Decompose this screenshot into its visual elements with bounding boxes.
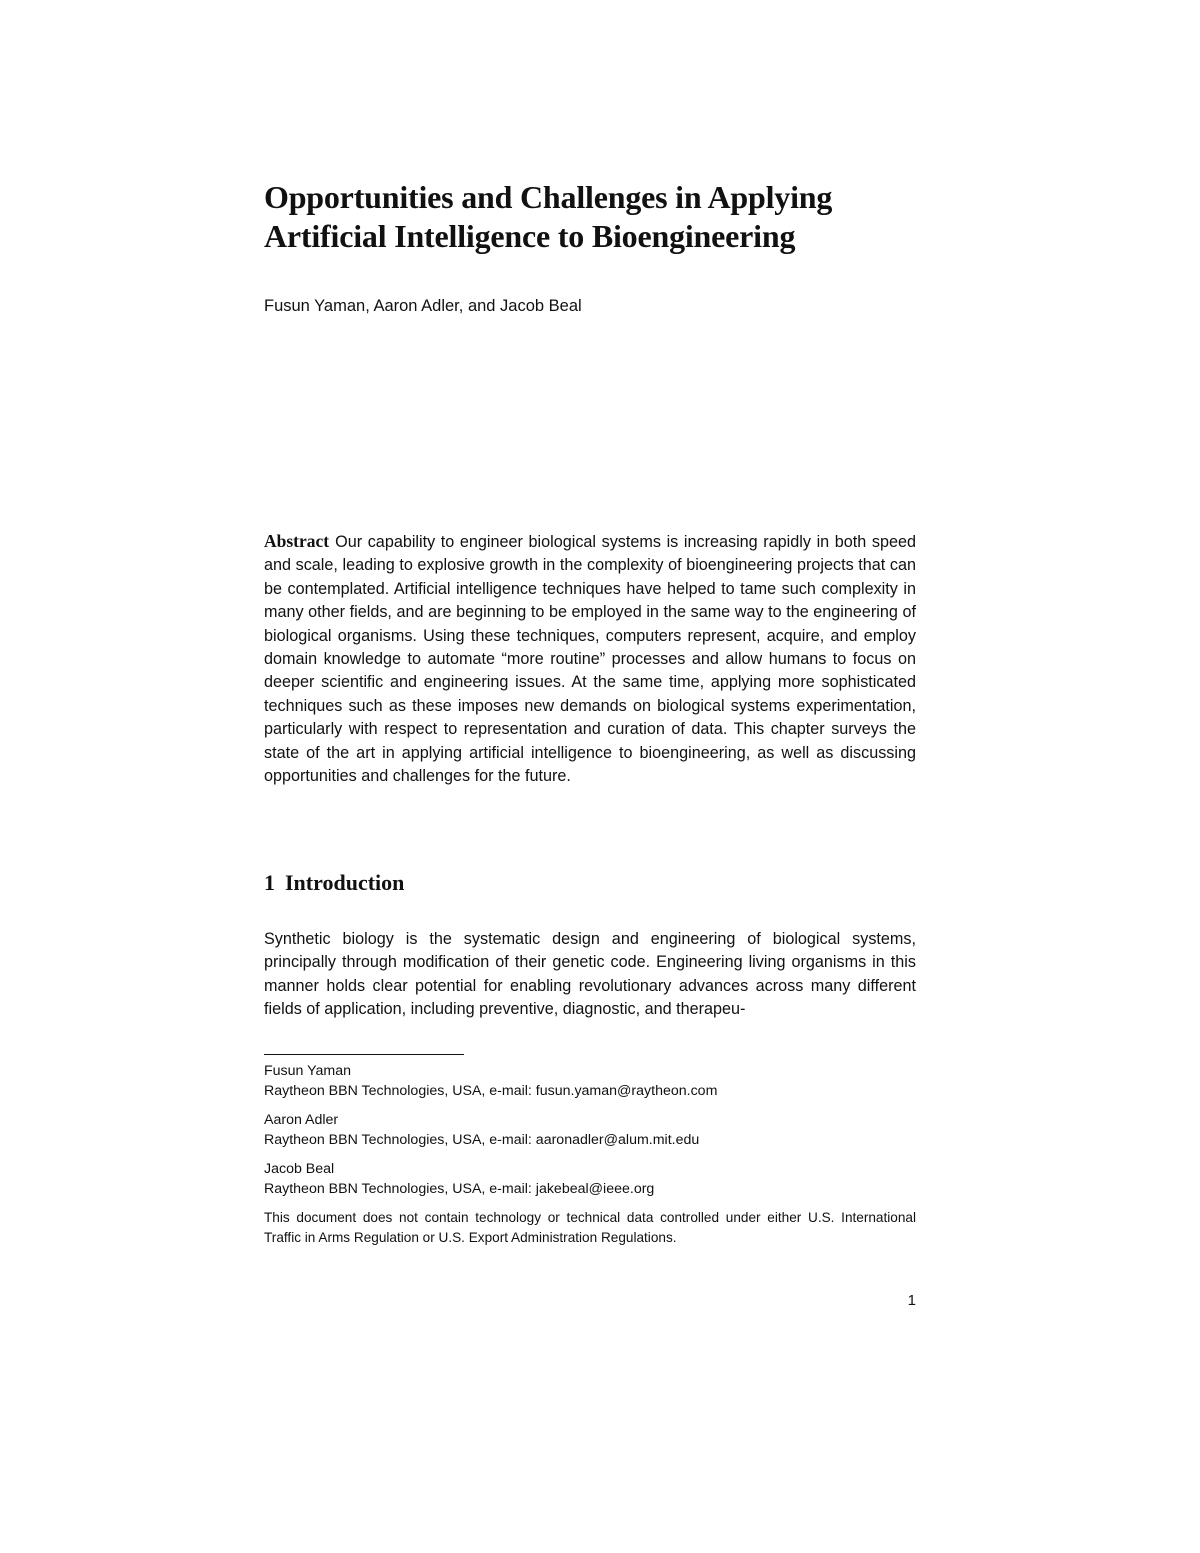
affiliation-details: Raytheon BBN Technologies, USA, e-mail: jakebeal@ieee.org — [264, 1181, 655, 1197]
section-title: Introduction — [285, 870, 405, 895]
affiliation-details: Raytheon BBN Technologies, USA, e-mail: fusun.yaman@raytheon.com — [264, 1083, 718, 1099]
paper-title-line-2: Artificial Intelligence to Bioengineering — [264, 218, 796, 254]
affiliation-name: Aaron Adler — [264, 1112, 339, 1128]
section-heading-introduction — [264, 868, 404, 898]
introduction-paragraph: Synthetic biology is the systematic design and engineering of biological systems, principally through modification of their genetic code. Engineering living organisms in this manner holds clear potential for enabling revolutionary advances across many different fields of application, including preventive, diagnostic, and therapeu- — [264, 930, 916, 1019]
footnote-divider — [264, 1054, 464, 1055]
author-affiliation-beal — [264, 1159, 916, 1199]
abstract-text: Our capability to engineer biological systems is increasing rapidly in both speed and scale, leading to explosive growth in the complexity of bioengineering projects that can be contemplated. Artificial intelligence techniques have helped to tame such complexity in many other fields, and are beginning to be employed in the same way to the engineering of biological organisms. Using these techniques, computers represent, acquire, and employ domain knowledge to automate “more routine” processes and allow humans to focus on deeper scientific and engineering issues. At the same time, applying more sophisticated techniques such as these imposes new demands on biological systems experimentation, particularly with respect to representation and curation of data. This chapter surveys the state of the art in applying artificial intelligence to bioengineering, as well as discussing opportunities and challenges for the future. — [264, 533, 916, 786]
export-control-disclaimer: This document does not contain technology or technical data controlled under either U.S. International Traffic in Arms Regulation or U.S. Export Administration Regulations. — [264, 1210, 916, 1245]
author-affiliation-yaman — [264, 1061, 916, 1101]
paper-page — [264, 0, 916, 1553]
paper-title-line-1: Opportunities and Challenges in Applying — [264, 179, 833, 215]
author-affiliation-adler — [264, 1110, 916, 1150]
page-number: 1 — [907, 1292, 916, 1309]
abstract — [264, 530, 916, 788]
affiliation-name: Fusun Yaman — [264, 1063, 352, 1079]
section-number: 1 — [264, 870, 275, 895]
abstract-label: Abstract — [264, 531, 330, 551]
paper-title — [264, 178, 916, 256]
affiliation-name: Jacob Beal — [264, 1161, 335, 1177]
affiliation-details: Raytheon BBN Technologies, USA, e-mail: aaronadler@alum.mit.edu — [264, 1132, 700, 1148]
author-list: Fusun Yaman, Aaron Adler, and Jacob Beal — [264, 297, 582, 315]
